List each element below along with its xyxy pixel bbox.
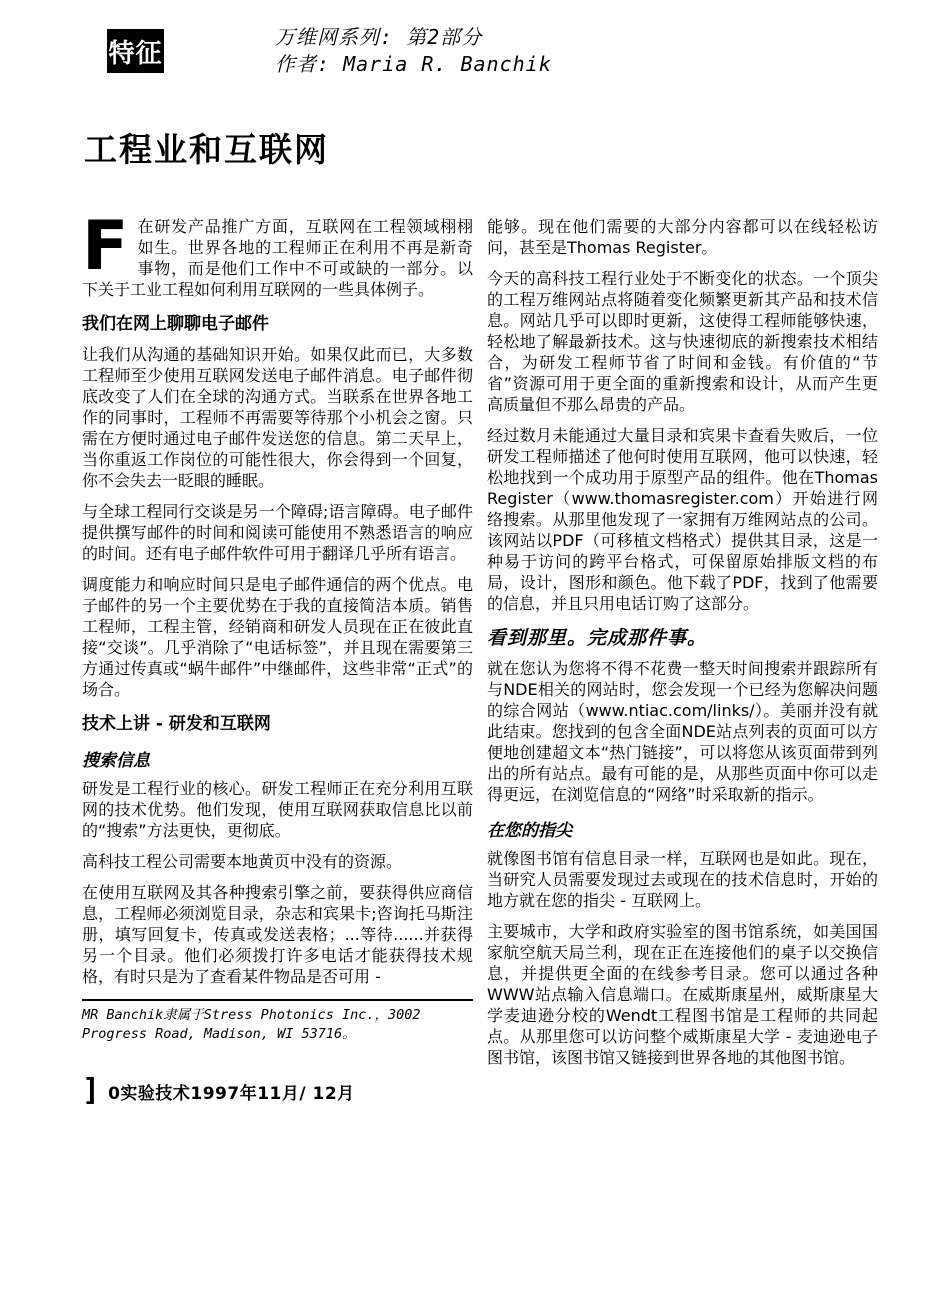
page-footer [82, 1073, 473, 1108]
paragraph-thomas-register: 经过数月未能通过大量目录和宾果卡查看失败后，一位研发工程师描述了他何时使用互联网，他可以快速，轻松地找到一个成功用于原型产品的组件。他在Thomas Register（www.thomasregister.com）开始进行网络搜索。从那里他发现了一家拥有万维网站点的公司。该网站以PDF（可移植文档格式）提供其目录，这是一种易于访问的跨平台格式，可保留原始排版文档的布局，设计，图形和颜色。他下载了PDF，找到了他需要的信息，并且只用电话订购了这部分。 [487, 426, 878, 613]
paragraph-search-1: 研发是工程行业的核心。研发工程师正在充分利用互联网的技术优势。他们发现，使用互联网获取信息比以前的“搜索”方法更快，更彻底。 [82, 779, 473, 840]
section-heading-see-there: 看到那里。完成那件事。 [487, 627, 708, 649]
paragraph-fingertips-1: 就像图书馆有信息目录一样，互联网也是如此。现在，当研究人员需要发现过去或现在的技术信息时，开始的地方就在您的指尖 - 互联网上。 [487, 849, 878, 910]
series-block [275, 24, 552, 78]
author-footnote: MR Banchik隶属于Stress Photonics Inc.，3002 Progress Road, Madison, WI 53716。 [82, 1007, 421, 1042]
paragraph-email-1: 让我们从沟通的基础知识开始。如果仅此而已，大多数工程师至少使用互联网发送电子邮件消息。电子邮件彻底改变了人们在全球的沟通方式。当联系在世界各地工作的同事时，工程师不再需要等待那个小机会之窗。只需在方便时通过电子邮件发送您的信息。第二天早上，当你重返工作岗位的可能性很大，你会得到一个回复，你不会失去一眨眼的睡眠。 [82, 345, 473, 490]
paragraph-nde-links: 就在您认为您将不得不花费一整天时间搜索并跟踪所有与NDE相关的网站时，您会发现一个已经为您解决问题的综合网站（www.ntiac.com/links/）。美丽并没有就此结束。您找到的包含全面NDE站点列表的页面可以方便地创建超文本“热门链接”，可以将您从该页面带到列出的所有站点。最有可能的是，从那些页面中你可以走得更远，在浏览信息的“网络”时采取新的指示。 [487, 659, 878, 804]
section-heading-fingertips: 在您的指尖 [487, 821, 572, 841]
right-column [487, 216, 878, 1106]
feature-badge [107, 29, 164, 73]
paragraph-search-3: 在使用互联网及其各种搜索引擎之前，要获得供应商信息，工程师必须浏览目录，杂志和宾果卡;咨询托马斯注册，填写回复卡，传真或发送表格；...等待......并获得另一个目录。他们必须拨打许多电话才能获得技术规格，有时只是为了查看某件物品是否可用 - [82, 883, 473, 986]
page-number-glyph: ] [82, 1073, 101, 1108]
paragraph-fingertips-2: 主要城市，大学和政府实验室的图书馆系统，如美国国家航空航天局兰利，现在正在连接他们的桌子以交换信息，并提供更全面的在线参考目录。您可以通过各种WWW站点输入信息端口。在威斯康星州，威斯康星大学麦迪逊分校的Wendt工程图书馆是工程师的共同起点。从那里您可以访问整个威斯康星大学 - 麦迪逊电子图书馆，该图书馆又链接到世界各地的其他图书馆。 [487, 922, 878, 1067]
article-title: 工程业和互联网 [84, 130, 329, 169]
subsection-heading-search: 搜索信息 [82, 751, 150, 771]
intro-text: 在研发产品推广方面，互联网在工程领域栩栩如生。世界各地的工程师正在利用不再是新奇事物，而是他们工作中不可或缺的一部分。以下关于工业工程如何利用互联网的一些具体例子。 [82, 217, 473, 299]
intro-paragraph [82, 207, 473, 300]
byline: 作者: Maria R. Banchik [275, 52, 552, 76]
drop-cap: F [82, 207, 129, 286]
left-column [82, 207, 473, 1108]
section-heading-tech: 技术上讲 - 研发和互联网 [82, 714, 271, 734]
paragraph-email-3: 调度能力和响应时间只是电子邮件通信的两个优点。电子邮件的另一个主要优势在于我的直接简洁本质。销售工程师，工程主管，经销商和研发人员现在正在彼此直接“交谈”。几乎消除了“电话标签”，并且现在需要第三方通过传真或“蜗牛邮件”中继邮件，这些非常“正式”的场合。 [82, 575, 473, 699]
footnote-divider [82, 999, 473, 1001]
feature-badge-label: 特征 [108, 38, 163, 69]
paragraph-continued: 能够。现在他们需要的大部分内容都可以在线轻松访问，甚至是Thomas Register。 [487, 217, 878, 257]
paragraph-search-2: 高科技工程公司需要本地黄页中没有的资源。 [82, 852, 403, 871]
article-columns [82, 207, 878, 1108]
series-title: 万维网系列: 第2部分 [275, 25, 483, 49]
section-heading-email: 我们在网上聊聊电子邮件 [82, 314, 269, 334]
paragraph-updates: 今天的高科技工程行业处于不断变化的状态。一个顶尖的工程万维网站点将随着变化频繁更新其产品和技术信息。网站几乎可以即时更新，这使得工程师能够快速，轻松地了解最新技术。这与快速彻底的新搜索技术相结合，为研发工程师节省了时间和金钱。有价值的“节省”资源可用于更全面的重新搜索和设计，从而产生更高质量但不那么昂贵的产品。 [487, 269, 878, 414]
journal-footer-text: 0实验技术1997年11月/ 12月 [108, 1084, 355, 1104]
paragraph-email-2: 与全球工程同行交谈是另一个障碍;语言障碍。电子邮件提供撰写邮件的时间和阅读可能使用不熟悉语言的响应的时间。还有电子邮件软件可用于翻译几乎所有语言。 [82, 502, 473, 563]
